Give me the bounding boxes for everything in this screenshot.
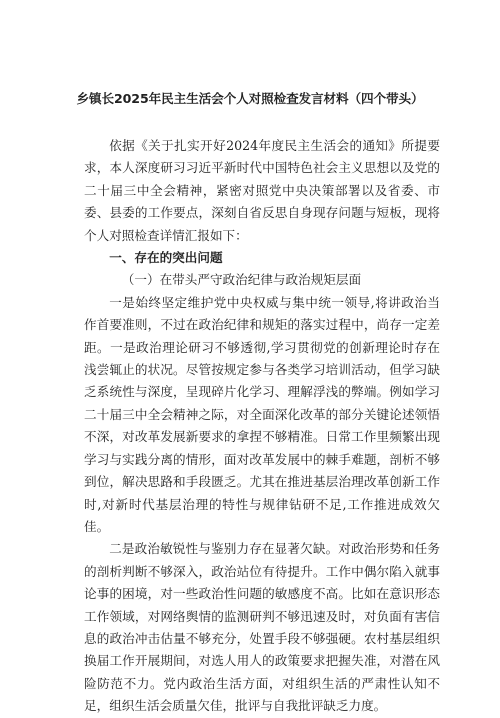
subsection-heading-political-discipline: （一）在带头严守政治纪律与政治规矩层面 <box>121 272 362 288</box>
body-paragraph-1: 一是始终坚定维护党中央权威与集中统一领导,将讲政治当作首要准则，不过在政治纪律和规矩的落实过程中，尚存一定差距。一是政治理论研习不够透彻,学习贯彻党的创新理论时存在浅尝辄止的状况。尽管按规定参与各类学习培训活动，但学习缺乏系统性与深度，呈现碎片化学习、理解浮浅的弊端。例如学习二十届三中全会精神之际，对全面深化改革的部分关键论述领悟不深，对改革发展新要求的拿捏不够精准。日常工作里频繁出现学习与实践分离的情形，面对改革发展中的棘手难题，剖析不够到位，解决思路和手段匮乏。尤其在推进基层治理改革创新工作时,对新时代基层治理的特性与规律钻研不足,工作推进成效欠佳。 <box>84 294 440 534</box>
document-body <box>84 135 440 718</box>
document-title: 乡镇长2025年民主生活会个人对照检查发言材料（四个带头） <box>76 91 424 106</box>
section-heading-problems: 一、存在的突出问题 <box>109 250 223 266</box>
body-paragraph-2: 二是政治敏锐性与鉴别力存在显著欠缺。对政治形势和任务的剖析判断不够深入，政治站位有待提升。工作中偶尔陷入就事论事的困境，对一些政治性问题的敏感度不高。比如在意识形态工作领域，对网络舆情的监测研判不够迅速及时，对负面有害信息的政治冲击估量不够充分，处置手段不够强硬。农村基层组织换届工作开展期间，对选人用人的政策要求把握失准，对潜在风险防范不力。党内政治生活方面，对组织生活的严肃性认知不足，组织生活会质量欠佳，批评与自我批评缺乏力度。 <box>84 541 440 714</box>
intro-paragraph: 依据《关于扎实开好2024年度民主生活会的通知》所提要求，本人深度研习习近平新时代中国特色社会主义思想以及党的二十届三中全会精神，紧密对照党中央决策部署以及省委、市委、县委的工作要点，深刻自省反思自身现存问题与短板，现将个人对照检查详情汇报如下： <box>84 138 440 243</box>
